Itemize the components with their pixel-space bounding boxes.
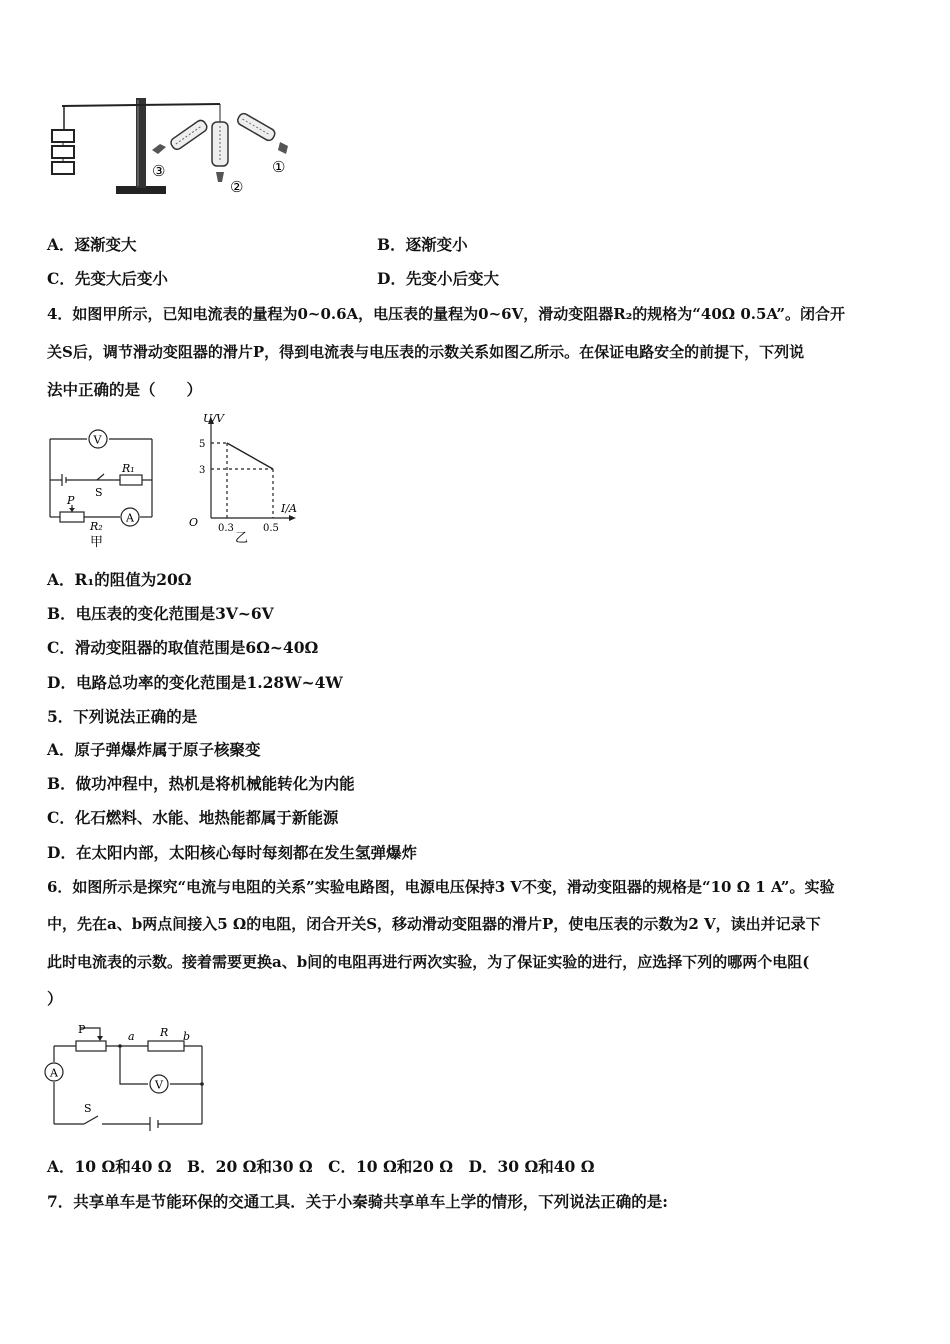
q5-option-a: A．原子弹爆炸属于原子核聚变 [47,740,261,759]
q4-yi-caption: 乙 [235,531,249,546]
q6-circuit [40,1020,215,1132]
q6-b-label: b [183,1030,191,1043]
q4-stem-line3: 法中正确的是（ ） [47,380,203,399]
q6-switch-label: S [84,1102,92,1115]
q5-option-b: B．做功冲程中，热机是将机械能转化为内能 [47,774,355,793]
q4-jia-ammeter-label: A [126,511,134,525]
q4-yi-xaxis-label: I/A [281,502,297,515]
q4-stem-line2: 关S后，调节滑动变阻器的滑片P，得到电流表与电压表的示数关系如图乙所示。在保证电路安全的前提下，下列说 [47,343,805,361]
q4-yi-x03: 0.3 [218,523,234,534]
q4-option-b: B．电压表的变化范围是3V~6V [47,604,274,623]
q5-option-d: D．在太阳内部，太阳核心每时每刻都在发生氢弹爆炸 [47,843,417,862]
q4-yi-y5: 5 [199,439,206,450]
q4-option-a: A．R₁的阻值为20Ω [47,570,192,589]
q4-stem-line1: 4．如图甲所示，已知电流表的量程为0~0.6A，电压表的量程为0~6V，滑动变阻器R₂的规格为“40Ω 0.5A”。闭合开 [47,305,845,323]
q4-circuit-jia [42,425,162,550]
q3-option-b: B．逐渐变小 [377,235,468,254]
q6-stem-line2: 中，先在a、b两点间接入5 Ω的电阻，闭合开关S，移动滑动变阻器的滑片P，使电压表的示数为2 V，读出并记录下 [47,915,821,933]
q3-label-1: ① [272,158,286,176]
q4-graph-line [227,443,273,469]
q4-yi-x05: 0.5 [263,523,279,534]
q3-option-d: D．先变小后变大 [377,269,499,288]
q4-yi-y3: 3 [199,465,206,476]
q4-jia-p-label: P [67,494,75,507]
q4-graph-yi [175,408,305,548]
q6-stem-line1: 6．如图所示是探究“电流与电阻的关系”实验电路图，电源电压保持3 V不变，滑动变阻器的规格是“10 Ω 1 A”。实验 [47,878,835,896]
q5-stem: 5．下列说法正确的是 [47,707,198,726]
q4-yi-yaxis-label: U/V [203,412,224,425]
q3-label-2: ② [230,178,244,196]
q4-jia-voltmeter-label: V [93,433,102,447]
q4-jia-caption: 甲 [90,535,104,550]
q6-stem-line3: 此时电流表的示数。接着需要更换a、b间的电阻再进行两次实验，为了保证实验的进行，应选择下列的哪两个电阻( [47,953,810,971]
q5-option-c: C．化石燃料、水能、地热能都属于新能源 [47,808,339,827]
q6-voltmeter-label: V [155,1078,163,1092]
q4-jia-r2-label: R₂ [90,520,103,533]
q4-yi-origin: O [189,516,199,529]
q6-p-label: P [78,1023,86,1036]
q6-options: A．10 Ω和40 Ω B．20 Ω和30 Ω C．10 Ω和20 Ω D．30 Ω和40 Ω [47,1157,595,1176]
q4-jia-switch-label: S [95,486,103,499]
q6-r-label: R [160,1026,169,1039]
q6-a-label: a [128,1030,135,1043]
q3-figure [48,92,308,202]
q4-jia-r1-label: R₁ [122,462,135,475]
q3-option-c: C．先变大后变小 [47,269,168,288]
q6-stem-line4: ） [47,989,63,1008]
q4-option-c: C．滑动变阻器的取值范围是6Ω~40Ω [47,638,319,657]
q7-stem: 7．共享单车是节能环保的交通工具．关于小秦骑共享单车上学的情形，下列说法正确的是: [47,1192,669,1211]
q3-option-a: A．逐渐变大 [47,235,137,254]
q4-option-d: D．电路总功率的变化范围是1.28W~4W [47,673,343,692]
q6-ammeter-label: A [50,1066,58,1080]
q3-label-3: ③ [152,162,166,180]
